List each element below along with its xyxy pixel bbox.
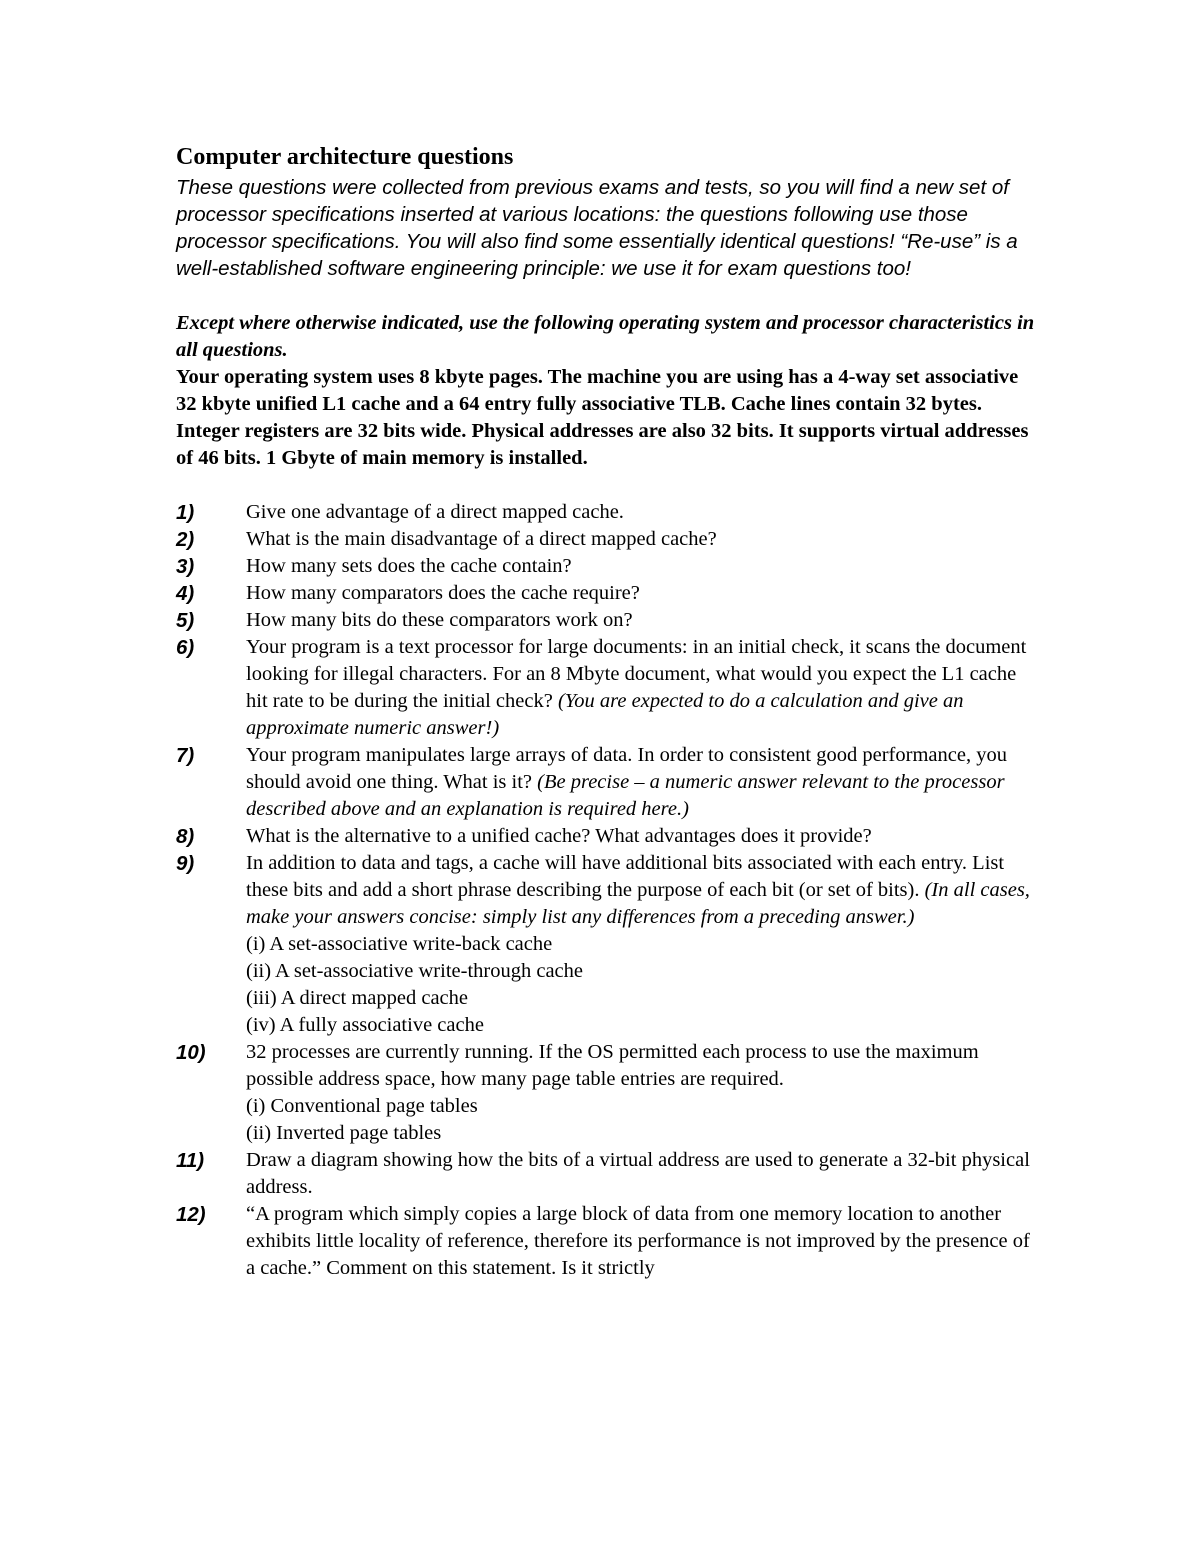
- question-body: [246, 823, 1036, 850]
- question-number: 9): [176, 852, 195, 875]
- document-page: [176, 140, 1036, 1282]
- question-item: [176, 553, 1036, 580]
- question-item: [176, 742, 1036, 823]
- sub-question: (iv) A fully associative cache: [246, 1014, 484, 1036]
- question-item: [176, 634, 1036, 742]
- question-body: [246, 1147, 1036, 1201]
- question-text: In addition to data and tags, a cache will have additional bits associated with each entry. List these bits and add a short phrase describing the purpose of each bit (or set of bits).: [246, 852, 1005, 901]
- question-body: [246, 742, 1036, 823]
- question-number: 1): [176, 501, 195, 524]
- question-body: [246, 1039, 1036, 1147]
- question-body: [246, 580, 1036, 607]
- question-item: [176, 850, 1036, 1039]
- question-item: [176, 526, 1036, 553]
- question-number: 3): [176, 555, 195, 578]
- question-body: [246, 634, 1036, 742]
- question-body: [246, 553, 1036, 580]
- question-text: How many sets does the cache contain?: [246, 555, 572, 577]
- question-number: 12): [176, 1203, 206, 1226]
- question-item: [176, 1039, 1036, 1147]
- spacer: [176, 282, 1036, 310]
- question-number: 11): [176, 1149, 205, 1172]
- question-number: 8): [176, 825, 195, 848]
- question-body: [246, 850, 1036, 1039]
- question-item: [176, 1201, 1036, 1282]
- question-note: (In all cases, make your answers concise: simply list any differences from a preceding answer.): [246, 879, 1030, 928]
- question-note: (You are expected to do a calculation and give an approximate numeric answer!): [246, 690, 964, 739]
- question-item: [176, 499, 1036, 526]
- sub-question: (i) Conventional page tables: [246, 1095, 478, 1117]
- question-number: 10): [176, 1041, 206, 1064]
- question-number: 7): [176, 744, 195, 767]
- intro-paragraph: These questions were collected from previous exams and tests, so you will find a new set of processor specifications inserted at various locations: the questions following use those processor specifications. You will also find some essentially identical questions! “Re-use” is a well-established software engineering principle: we use it for exam questions too!: [176, 176, 1018, 280]
- question-body: [246, 607, 1036, 634]
- sub-question: (i) A set-associative write-back cache: [246, 933, 553, 955]
- question-text: “A program which simply copies a large block of data from one memory location to another exhibits little locality of reference, therefore its performance is not improved by the presence of a cache.” Comment on this statement. Is it strictly: [246, 1203, 1030, 1279]
- question-item: [176, 607, 1036, 634]
- question-text: What is the main disadvantage of a direct mapped cache?: [246, 528, 717, 550]
- question-text: How many comparators does the cache require?: [246, 582, 640, 604]
- question-text: Your program is a text processor for large documents: in an initial check, it scans the document looking for illegal characters. For an 8 Mbyte document, what would you expect the L1 cache hit rate to be during the initial check?: [246, 636, 1027, 712]
- question-body: [246, 499, 1036, 526]
- question-text: How many bits do these comparators work on?: [246, 609, 633, 631]
- spacer: [176, 472, 1036, 499]
- page-title: Computer architecture questions: [176, 144, 514, 170]
- question-number: 2): [176, 528, 195, 551]
- sub-question: (ii) A set-associative write-through cache: [246, 960, 583, 982]
- question-text: Your program manipulates large arrays of data. In order to consistent good performance, you should avoid one thing. What is it?: [246, 744, 1007, 793]
- question-number: 5): [176, 609, 195, 632]
- question-item: [176, 1147, 1036, 1201]
- question-text: Give one advantage of a direct mapped cache.: [246, 501, 624, 523]
- question-number: 4): [176, 582, 195, 605]
- question-body: [246, 526, 1036, 553]
- question-text: What is the alternative to a unified cache? What advantages does it provide?: [246, 825, 872, 847]
- setup-instructions: Except where otherwise indicated, use the following operating system and processor characteristics in all questions.: [176, 312, 1035, 361]
- question-item: [176, 823, 1036, 850]
- setup-specifications: Your operating system uses 8 kbyte pages. The machine you are using has a 4-way set associative 32 kbyte unified L1 cache and a 64 entry fully associative TLB. Cache lines contain 32 bytes. Integer registers are 32 bits wide. Physical addresses are also 32 bits. It supports virtual addresses of 46 bits. 1 Gbyte of main memory is installed.: [176, 366, 1029, 469]
- question-list: [176, 499, 1036, 1282]
- question-text: Draw a diagram showing how the bits of a virtual address are used to generate a 32-bit physical address.: [246, 1149, 1030, 1198]
- question-body: [246, 1201, 1036, 1282]
- sub-question: (iii) A direct mapped cache: [246, 987, 468, 1009]
- question-item: [176, 580, 1036, 607]
- question-text: 32 processes are currently running. If the OS permitted each process to use the maximum possible address space, how many page table entries are required.: [246, 1041, 979, 1090]
- sub-question: (ii) Inverted page tables: [246, 1122, 442, 1144]
- question-note: (Be precise – a numeric answer relevant to the processor described above and an explanation is required here.): [246, 771, 1005, 820]
- question-number: 6): [176, 636, 195, 659]
